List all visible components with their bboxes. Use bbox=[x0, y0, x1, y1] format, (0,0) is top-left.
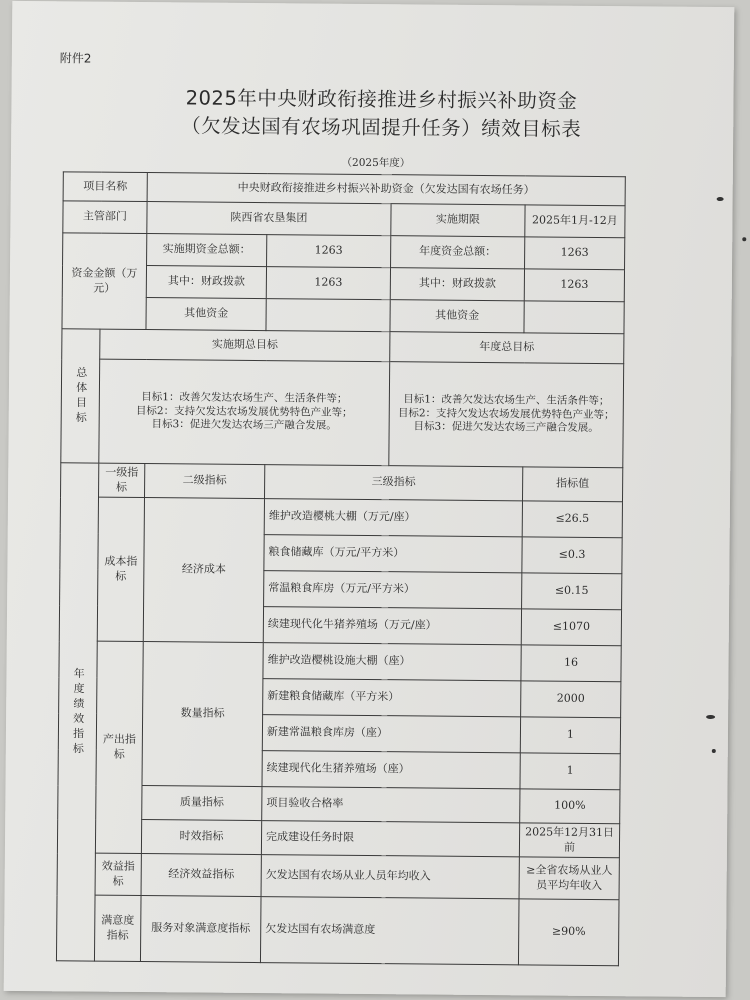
year-fiscal-label: 其中：财政拨款 bbox=[390, 268, 524, 301]
year-goal-1: 目标1：改善欠发达农场生产、生活条件等； bbox=[403, 393, 610, 408]
benefit-indicator-label: 效益指标 bbox=[95, 853, 141, 895]
table-row bbox=[63, 233, 625, 270]
service-satisfaction-label: 服务对象满意度指标 bbox=[140, 896, 261, 963]
year-goal-2: 目标2：支持欠发达农场发展优势特色产业等； bbox=[397, 406, 615, 421]
year-fiscal-value: 1263 bbox=[524, 269, 624, 302]
economic-benefit-name: 欠发达国有农场从业人员年均收入 bbox=[261, 855, 519, 899]
timeliness-name: 完成建设任务时限 bbox=[261, 821, 519, 857]
timeliness-value: 2025年12月31日前 bbox=[519, 823, 619, 858]
timeliness-indicator-label: 时效指标 bbox=[141, 820, 261, 855]
economic-benefit-label: 经济效益指标 bbox=[141, 854, 261, 897]
year-other-label: 其他资金 bbox=[390, 300, 524, 333]
col-header-level1: 一级指标 bbox=[99, 463, 145, 497]
cost-value-2: ≤0.3 bbox=[522, 537, 622, 574]
period-goal-header: 实施期总目标 bbox=[100, 329, 390, 362]
quantity-value-4: 1 bbox=[520, 753, 620, 790]
funds-label: 资金金额（万元） bbox=[62, 233, 147, 330]
year-goal-3: 目标3：促进欠发达农场三产融合发展。 bbox=[413, 420, 599, 435]
year-total-label: 年度资金总额： bbox=[391, 236, 525, 269]
cost-name-2: 粮食储藏库（万元/平方米） bbox=[264, 535, 522, 573]
table-row bbox=[62, 297, 624, 334]
table-row bbox=[56, 895, 619, 966]
table-row bbox=[57, 853, 619, 900]
economic-benefit-value: ≥全省农场从业人员平均年收入 bbox=[519, 857, 619, 900]
quality-indicator-label: 质量指标 bbox=[142, 786, 262, 821]
quantity-name-3: 新建常温粮食库房（座） bbox=[262, 715, 520, 753]
period-total-value: 1263 bbox=[267, 235, 391, 268]
quality-value: 100% bbox=[520, 789, 620, 824]
cost-value-3: ≤0.15 bbox=[522, 573, 622, 610]
economic-cost-label: 经济成本 bbox=[143, 498, 264, 643]
project-name-value: 中央财政衔接推进乡村振兴补助资金（欠发达国有农场任务） bbox=[147, 173, 625, 206]
col-header-level3: 三级指标 bbox=[264, 465, 522, 501]
year-total-value: 1263 bbox=[525, 237, 625, 270]
period-value: 2025年1月-12月 bbox=[525, 205, 625, 238]
year-note: （2025年度） bbox=[341, 156, 411, 170]
quantity-value-2: 2000 bbox=[521, 681, 621, 718]
dept-label: 主管部门 bbox=[63, 201, 147, 234]
performance-table bbox=[56, 171, 626, 966]
satisfaction-value: ≥90% bbox=[518, 899, 619, 966]
attachment-label: 附件2 bbox=[59, 51, 92, 66]
ink-speck bbox=[742, 237, 746, 241]
table-row bbox=[61, 463, 623, 502]
output-indicator-label: 产出指标 bbox=[95, 641, 143, 853]
table-row bbox=[60, 497, 622, 538]
table-row bbox=[63, 201, 625, 238]
table-row bbox=[62, 329, 624, 364]
quantity-value-1: 16 bbox=[521, 645, 621, 682]
col-header-level2: 二级指标 bbox=[145, 464, 265, 499]
table-row bbox=[61, 359, 624, 468]
project-name-label: 项目名称 bbox=[63, 172, 147, 202]
period-goal-1: 目标1：改善欠发达农场生产、生活条件等； bbox=[141, 391, 348, 405]
period-fiscal-label: 其中：财政拨款 bbox=[146, 266, 266, 299]
ink-speck bbox=[717, 197, 724, 201]
cost-value-4: ≤1070 bbox=[521, 609, 621, 646]
satisfaction-indicator-label: 满意度指标 bbox=[94, 895, 141, 961]
quantity-indicator-label: 数量指标 bbox=[142, 642, 263, 787]
table-row bbox=[58, 785, 620, 824]
quantity-name-4: 续建现代化生猪养殖场（座） bbox=[262, 751, 520, 789]
period-goal-3: 目标3：促进欠发达农场三产融合发展。 bbox=[151, 418, 337, 433]
table-row bbox=[59, 641, 621, 682]
satisfaction-name: 欠发达国有农场满意度 bbox=[260, 897, 519, 965]
title-line-2: （欠发达国有农场巩固提升任务）绩效目标表 bbox=[181, 114, 582, 141]
cost-indicator-label: 成本指标 bbox=[97, 497, 144, 641]
period-label: 实施期限 bbox=[391, 204, 525, 237]
cost-name-4: 续建现代化牛猪养殖场（万元/座） bbox=[263, 607, 521, 645]
cost-name-1: 维护改造樱桃大棚（万元/座） bbox=[264, 499, 522, 537]
quantity-value-3: 1 bbox=[520, 717, 620, 754]
ink-speck bbox=[712, 749, 716, 753]
cost-value-1: ≤26.5 bbox=[522, 501, 622, 538]
period-total-label: 实施期资金总额： bbox=[147, 234, 267, 267]
quantity-name-1: 维护改造樱桃设施大棚（座） bbox=[263, 643, 521, 681]
period-fiscal-value: 1263 bbox=[266, 267, 390, 300]
period-other-label: 其他资金 bbox=[146, 298, 266, 331]
title-line-1: 2025年中央财政衔接推进乡村振兴补助资金 bbox=[185, 86, 578, 113]
cost-name-3: 常温粮食库房（万元/平方米） bbox=[264, 571, 522, 609]
overall-goals-label: 总体目标 bbox=[74, 365, 88, 427]
annual-indicators-label: 年度绩效指标 bbox=[71, 666, 86, 758]
table-row bbox=[57, 819, 619, 858]
period-goal-2: 目标2：支持欠发达农场发展优势特色产业等； bbox=[135, 404, 353, 419]
col-header-value: 指标值 bbox=[522, 467, 622, 502]
dept-value: 陕西省农垦集团 bbox=[147, 202, 391, 236]
document-page bbox=[4, 1, 735, 997]
quality-name: 项目验收合格率 bbox=[262, 787, 520, 823]
year-goal-header: 年度总目标 bbox=[390, 332, 624, 364]
quantity-name-2: 新建粮食储藏库（平方米） bbox=[263, 679, 521, 717]
ink-speck bbox=[706, 715, 715, 719]
table-row bbox=[62, 265, 624, 302]
